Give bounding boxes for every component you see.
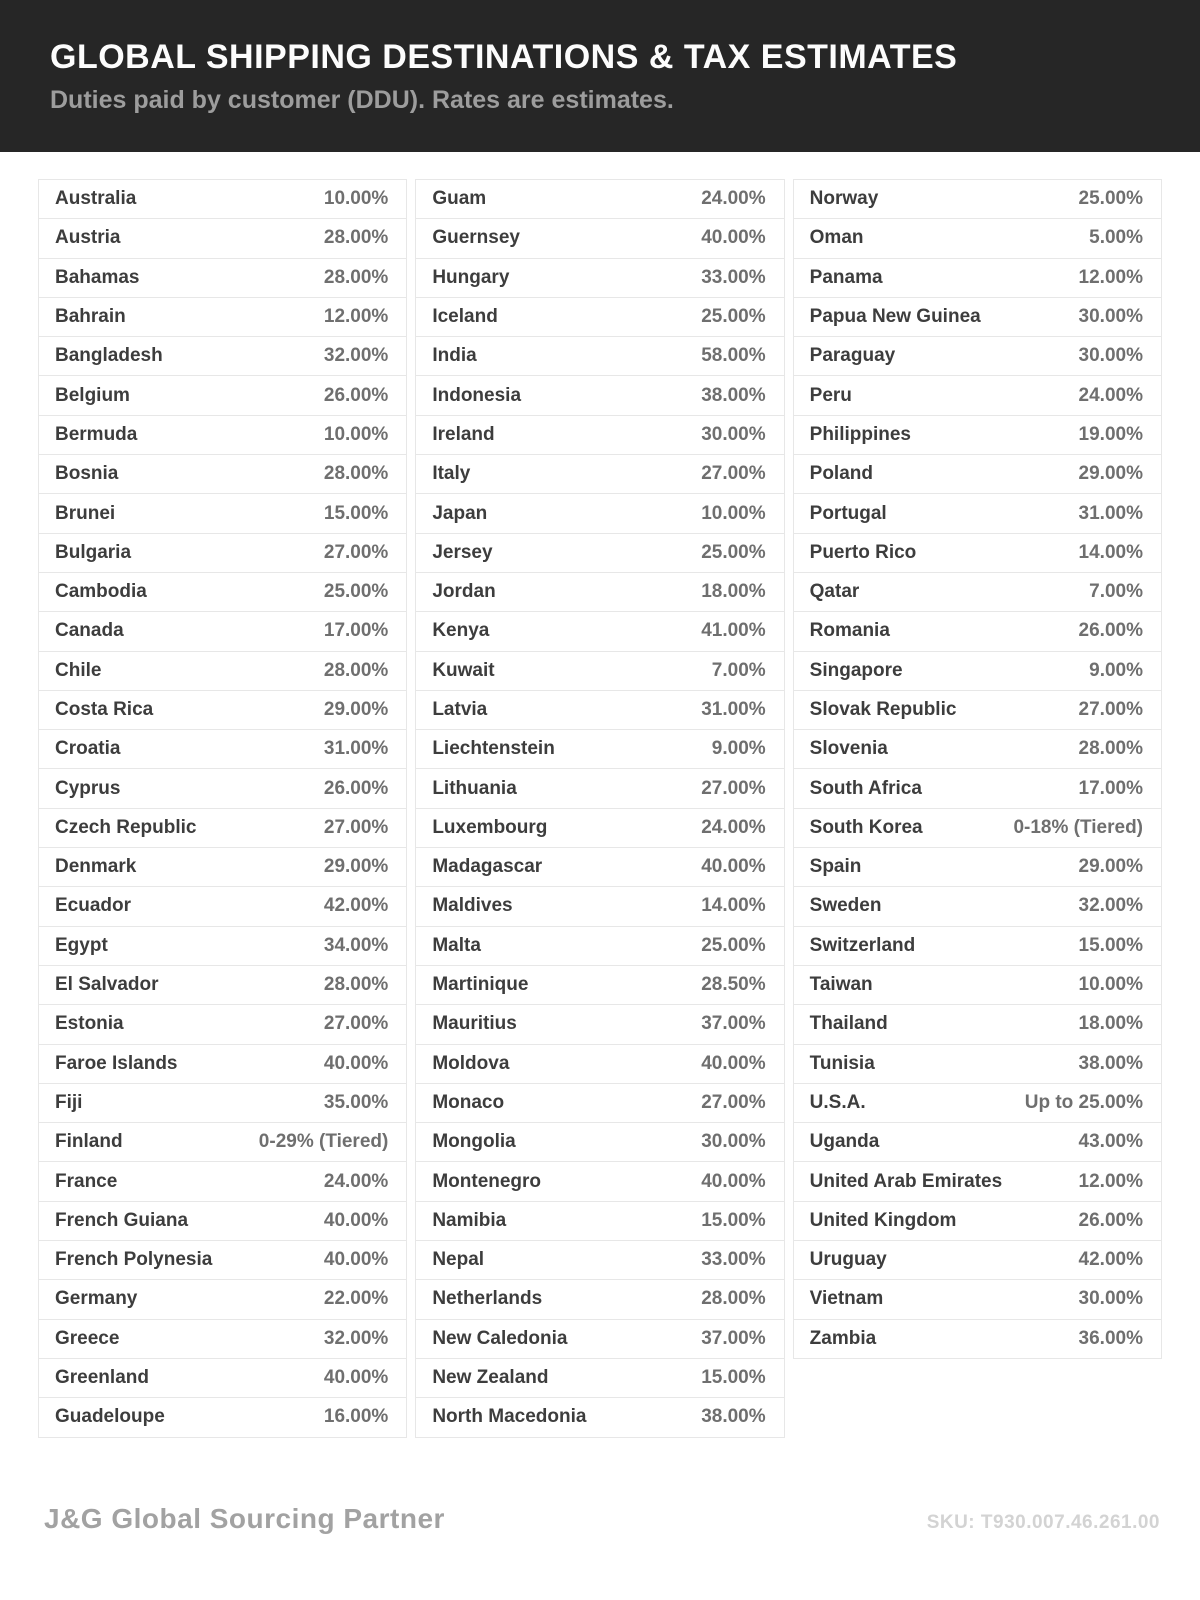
tax-rate: 10.00% [701, 502, 766, 524]
table-row [39, 1398, 406, 1437]
tax-rate: 32.00% [323, 1327, 389, 1349]
tax-rate: 10.00% [323, 423, 389, 445]
table-row [794, 1084, 1161, 1123]
country-name: Puerto Rico [809, 541, 917, 563]
country-name: Costa Rica [55, 699, 154, 720]
tax-rate: 26.00% [1078, 620, 1143, 642]
country-name: Chile [55, 659, 102, 681]
country-name: Finland [55, 1131, 123, 1153]
tax-rate: 30.00% [1078, 1288, 1143, 1310]
table-row [39, 1005, 406, 1044]
tax-rate: 37.00% [701, 1327, 766, 1349]
country-name: South Korea [809, 816, 923, 838]
country-name: Spain [809, 856, 862, 878]
tax-rate: 29.00% [1078, 856, 1143, 878]
country-name: Guernsey [432, 227, 520, 249]
tax-rate: 42.00% [323, 895, 389, 917]
table-row [794, 730, 1161, 769]
table-row [416, 1202, 783, 1241]
table-row [416, 1084, 783, 1123]
country-name: Martinique [432, 974, 529, 996]
tax-table [38, 179, 1162, 1438]
table-row [416, 298, 783, 337]
country-name: Australia [55, 188, 137, 210]
tax-rate: 24.00% [701, 816, 766, 838]
tax-rate: 15.00% [323, 502, 389, 524]
tax-rate: 28.00% [701, 1288, 766, 1310]
tax-rate: 28.00% [323, 463, 389, 485]
tax-rate: 40.00% [323, 1249, 389, 1271]
country-name: Bosnia [55, 463, 119, 485]
tax-rate: 40.00% [701, 227, 766, 249]
tax-rate: 40.00% [701, 856, 766, 878]
country-name: France [55, 1170, 118, 1192]
country-name: Thailand [809, 1013, 888, 1035]
country-name: French Guiana [55, 1209, 189, 1231]
table-row [39, 848, 406, 887]
country-name: Kuwait [432, 659, 495, 681]
tax-rate: 41.00% [701, 620, 766, 642]
country-name: United Arab Emirates [809, 1170, 1003, 1192]
country-name: North Macedonia [432, 1406, 587, 1428]
country-name: Liechtenstein [432, 738, 555, 760]
country-name: Latvia [432, 699, 488, 720]
tax-rate: 33.00% [701, 1249, 766, 1271]
country-name: Iceland [432, 306, 498, 328]
tax-rate: 30.00% [1078, 345, 1143, 367]
country-name: New Caledonia [432, 1327, 568, 1349]
table-column-3 [793, 179, 1162, 1359]
page-header [0, 0, 1200, 152]
tax-rate: 18.00% [1078, 1013, 1143, 1035]
tax-rate: Up to 25.00% [1024, 1091, 1143, 1113]
tax-rate: 35.00% [323, 1091, 389, 1113]
country-name: New Zealand [432, 1367, 549, 1389]
country-name: Ireland [432, 423, 495, 445]
tax-rate: 5.00% [1089, 227, 1143, 249]
table-row [416, 612, 783, 651]
country-name: Croatia [55, 738, 121, 760]
country-name: South Africa [809, 777, 922, 799]
tax-rate: 25.00% [1078, 188, 1143, 210]
table-row [416, 494, 783, 533]
table-row [794, 1202, 1161, 1241]
tax-rate: 29.00% [323, 699, 389, 720]
country-name: Belgium [55, 384, 130, 406]
country-name: Denmark [55, 856, 137, 878]
tax-rate: 40.00% [323, 1052, 389, 1074]
country-name: Lithuania [432, 777, 517, 799]
table-row [416, 1005, 783, 1044]
tax-rate: 27.00% [701, 777, 766, 799]
table-row [39, 652, 406, 691]
table-row [794, 1280, 1161, 1319]
country-name: Monaco [432, 1091, 505, 1113]
tax-rate: 31.00% [323, 738, 389, 760]
tax-rate: 40.00% [701, 1052, 766, 1074]
tax-rate: 31.00% [1078, 502, 1143, 524]
tax-rate: 12.00% [1078, 266, 1143, 288]
table-row [794, 416, 1161, 455]
tax-rate: 28.00% [323, 659, 389, 681]
table-row [416, 455, 783, 494]
tax-rate: 27.00% [701, 463, 766, 485]
tax-rate: 32.00% [323, 345, 389, 367]
table-row [794, 1162, 1161, 1201]
table-row [794, 494, 1161, 533]
brand-name: J&G Global Sourcing Partner [44, 1503, 445, 1534]
country-name: Norway [809, 188, 879, 210]
country-name: Austria [55, 227, 121, 249]
country-name: India [432, 345, 477, 367]
table-row [794, 298, 1161, 337]
tax-rate: 25.00% [701, 934, 766, 956]
table-row [794, 1123, 1161, 1162]
table-row [416, 1241, 783, 1280]
tax-rate: 25.00% [323, 581, 389, 603]
table-row [794, 848, 1161, 887]
country-name: Poland [809, 463, 873, 485]
table-row [794, 1320, 1161, 1359]
table-row [416, 1359, 783, 1398]
tax-rate: 26.00% [323, 777, 389, 799]
country-name: Greenland [55, 1367, 149, 1389]
country-name: Bahamas [55, 266, 140, 288]
country-name: Bahrain [55, 306, 126, 328]
tax-rate: 28.50% [701, 974, 766, 996]
country-name: Bermuda [55, 423, 138, 445]
tax-rate: 16.00% [323, 1406, 389, 1428]
country-name: Zambia [809, 1327, 877, 1349]
tax-rate: 40.00% [323, 1367, 389, 1389]
country-name: Canada [55, 620, 124, 642]
tax-rate: 28.00% [323, 227, 389, 249]
table-row [416, 691, 783, 730]
tax-rate: 27.00% [323, 816, 389, 838]
table-row [794, 691, 1161, 730]
tax-rate: 14.00% [701, 895, 766, 917]
table-row [794, 612, 1161, 651]
country-name: Cyprus [55, 777, 121, 799]
table-row [794, 966, 1161, 1005]
country-name: Moldova [432, 1052, 510, 1074]
table-row [416, 1320, 783, 1359]
page-title: GLOBAL SHIPPING DESTINATIONS & TAX ESTIMATES [50, 37, 958, 76]
tax-rate: 12.00% [1078, 1170, 1143, 1192]
tax-rate: 15.00% [701, 1367, 766, 1389]
tax-rate: 38.00% [701, 1406, 766, 1428]
country-name: Papua New Guinea [809, 306, 981, 328]
page-subtitle: Duties paid by customer (DDU). Rates are estimates. [50, 85, 674, 114]
country-name: Germany [55, 1288, 138, 1310]
table-row [794, 337, 1161, 376]
tax-rate: 28.00% [1078, 738, 1143, 760]
table-row [416, 730, 783, 769]
table-row [39, 376, 406, 415]
country-name: Faroe Islands [55, 1052, 178, 1074]
country-name: Italy [432, 463, 471, 485]
table-row [794, 534, 1161, 573]
tax-rate: 30.00% [701, 423, 766, 445]
country-name: Hungary [432, 266, 510, 288]
country-name: Netherlands [432, 1288, 543, 1310]
table-row [416, 848, 783, 887]
table-row [39, 730, 406, 769]
country-name: Sweden [809, 895, 882, 917]
tax-rate: 10.00% [323, 188, 389, 210]
table-row [416, 1398, 783, 1437]
tax-rate: 12.00% [323, 306, 389, 328]
table-row [39, 219, 406, 258]
country-name: Singapore [809, 659, 903, 681]
tax-rate: 14.00% [1078, 541, 1143, 563]
country-name: Montenegro [432, 1170, 542, 1192]
country-name: Slovak Republic [809, 699, 957, 720]
tax-rate: 34.00% [323, 934, 389, 956]
table-row [416, 887, 783, 926]
country-name: Uganda [809, 1131, 880, 1153]
table-row [39, 769, 406, 808]
table-row [794, 180, 1161, 219]
country-name: Bulgaria [55, 541, 132, 563]
tax-rate: 19.00% [1078, 423, 1143, 445]
country-name: Maldives [432, 895, 513, 917]
tax-rate: 0-29% (Tiered) [258, 1131, 389, 1153]
table-row [416, 652, 783, 691]
country-name: Luxembourg [432, 816, 548, 838]
tax-rate: 43.00% [1078, 1131, 1143, 1153]
table-row [39, 691, 406, 730]
tax-rate: 24.00% [323, 1170, 389, 1192]
country-name: Indonesia [432, 384, 522, 406]
country-name: Uruguay [809, 1249, 887, 1271]
country-name: Japan [432, 502, 488, 524]
tax-rate: 7.00% [711, 659, 766, 681]
tax-rate: 7.00% [1089, 581, 1143, 603]
table-row [39, 455, 406, 494]
table-row [794, 652, 1161, 691]
country-name: Estonia [55, 1013, 124, 1035]
country-name: Slovenia [809, 738, 888, 760]
table-row [39, 1045, 406, 1084]
tax-rate: 58.00% [701, 345, 766, 367]
tax-rate: 25.00% [701, 541, 766, 563]
tax-rate: 32.00% [1078, 895, 1143, 917]
tax-rate: 40.00% [701, 1170, 766, 1192]
country-name: Tunisia [809, 1052, 875, 1074]
tax-rate: 27.00% [323, 1013, 389, 1035]
table-row [416, 927, 783, 966]
table-row [416, 769, 783, 808]
country-name: Mauritius [432, 1013, 517, 1035]
table-row [416, 809, 783, 848]
table-row [794, 376, 1161, 415]
table-row [39, 966, 406, 1005]
sku-label: SKU: T930.007.46.261.00 [926, 1512, 1160, 1533]
tax-rate: 10.00% [1078, 974, 1143, 996]
tax-rate: 26.00% [323, 384, 389, 406]
country-name: United Kingdom [809, 1209, 957, 1231]
table-row [39, 1123, 406, 1162]
country-name: Ecuador [55, 895, 132, 917]
country-name: Portugal [809, 502, 887, 524]
country-name: Qatar [809, 581, 860, 603]
tax-rate: 17.00% [323, 620, 389, 642]
table-row [794, 1045, 1161, 1084]
country-name: Czech Republic [55, 816, 197, 838]
country-name: Switzerland [809, 934, 916, 956]
tax-rate: 38.00% [1078, 1052, 1143, 1074]
country-name: Jordan [432, 581, 496, 603]
country-name: Namibia [432, 1209, 507, 1231]
country-name: U.S.A. [809, 1091, 866, 1113]
tax-rate: 38.00% [701, 384, 766, 406]
country-name: Paraguay [809, 345, 896, 367]
table-row [39, 927, 406, 966]
tax-rate: 30.00% [701, 1131, 766, 1153]
table-row [794, 455, 1161, 494]
tax-rate: 25.00% [701, 306, 766, 328]
country-name: Fiji [55, 1091, 83, 1113]
table-row [39, 416, 406, 455]
table-column-2 [415, 179, 784, 1438]
table-row [39, 1320, 406, 1359]
country-name: El Salvador [55, 974, 159, 996]
tax-rate: 9.00% [711, 738, 766, 760]
table-row [39, 494, 406, 533]
table-row [794, 1005, 1161, 1044]
table-row [416, 534, 783, 573]
country-name: Peru [809, 384, 852, 406]
country-name: Taiwan [809, 974, 873, 996]
tax-rate: 29.00% [323, 856, 389, 878]
country-name: Egypt [55, 934, 108, 956]
table-row [39, 259, 406, 298]
table-row [39, 809, 406, 848]
tax-rate: 27.00% [701, 1091, 766, 1113]
page-footer [44, 1503, 1160, 1535]
country-name: Guadeloupe [55, 1406, 165, 1428]
table-row [416, 416, 783, 455]
country-name: Jersey [432, 541, 493, 563]
table-row [416, 259, 783, 298]
country-name: Romania [809, 620, 890, 642]
table-row [416, 376, 783, 415]
table-row [416, 573, 783, 612]
country-name: Oman [809, 227, 864, 249]
tax-rate: 24.00% [1078, 384, 1143, 406]
table-row [39, 573, 406, 612]
tax-rate: 28.00% [323, 266, 389, 288]
table-row [416, 219, 783, 258]
table-row [39, 298, 406, 337]
tax-rate: 17.00% [1078, 777, 1143, 799]
tax-rate: 22.00% [323, 1288, 389, 1310]
tax-rate: 15.00% [1078, 934, 1143, 956]
tax-rate: 37.00% [701, 1013, 766, 1035]
table-row [39, 1359, 406, 1398]
table-row [416, 337, 783, 376]
table-row [39, 180, 406, 219]
table-row [416, 966, 783, 1005]
country-name: Malta [432, 934, 481, 956]
tax-rate: 28.00% [323, 974, 389, 996]
tax-rate: 24.00% [701, 188, 766, 210]
table-row [39, 1241, 406, 1280]
table-row [794, 887, 1161, 926]
tax-rate: 27.00% [323, 541, 389, 563]
tax-rate: 30.00% [1078, 306, 1143, 328]
tax-rate: 15.00% [701, 1209, 766, 1231]
country-name: Guam [432, 188, 487, 210]
table-row [794, 259, 1161, 298]
tax-rate: 33.00% [701, 266, 766, 288]
country-name: Nepal [432, 1249, 485, 1271]
table-row [794, 927, 1161, 966]
table-row [794, 769, 1161, 808]
table-row [416, 1280, 783, 1319]
table-row [794, 1241, 1161, 1280]
table-row [416, 180, 783, 219]
table-row [794, 809, 1161, 848]
country-name: Madagascar [432, 856, 543, 878]
table-row [39, 337, 406, 376]
table-column-1 [38, 179, 407, 1438]
tax-rate: 31.00% [701, 699, 766, 720]
country-name: Bangladesh [55, 345, 163, 367]
table-row [39, 1202, 406, 1241]
country-name: Panama [809, 266, 883, 288]
table-row [39, 612, 406, 651]
country-name: Kenya [432, 620, 490, 642]
country-name: Brunei [55, 502, 116, 524]
tax-rate: 42.00% [1078, 1249, 1143, 1271]
tax-rate: 18.00% [701, 581, 766, 603]
country-name: Vietnam [809, 1288, 884, 1310]
tax-rate: 26.00% [1078, 1209, 1143, 1231]
table-row [39, 1162, 406, 1201]
table-row [416, 1162, 783, 1201]
table-row [39, 1280, 406, 1319]
table-row [416, 1045, 783, 1084]
table-row [794, 219, 1161, 258]
table-row [39, 1084, 406, 1123]
tax-rate: 40.00% [323, 1209, 389, 1231]
table-row [794, 573, 1161, 612]
table-row [39, 887, 406, 926]
table-row [416, 1123, 783, 1162]
country-name: Philippines [809, 423, 912, 445]
tax-rate: 36.00% [1078, 1327, 1143, 1349]
country-name: Cambodia [55, 581, 147, 603]
country-name: Mongolia [432, 1131, 516, 1153]
tax-rate: 9.00% [1089, 659, 1143, 681]
country-name: French Polynesia [55, 1249, 213, 1271]
tax-rate: 27.00% [1078, 699, 1143, 720]
tax-rate: 0-18% (Tiered) [1013, 816, 1143, 838]
country-name: Greece [55, 1327, 120, 1349]
tax-rate: 29.00% [1078, 463, 1143, 485]
table-row [39, 534, 406, 573]
